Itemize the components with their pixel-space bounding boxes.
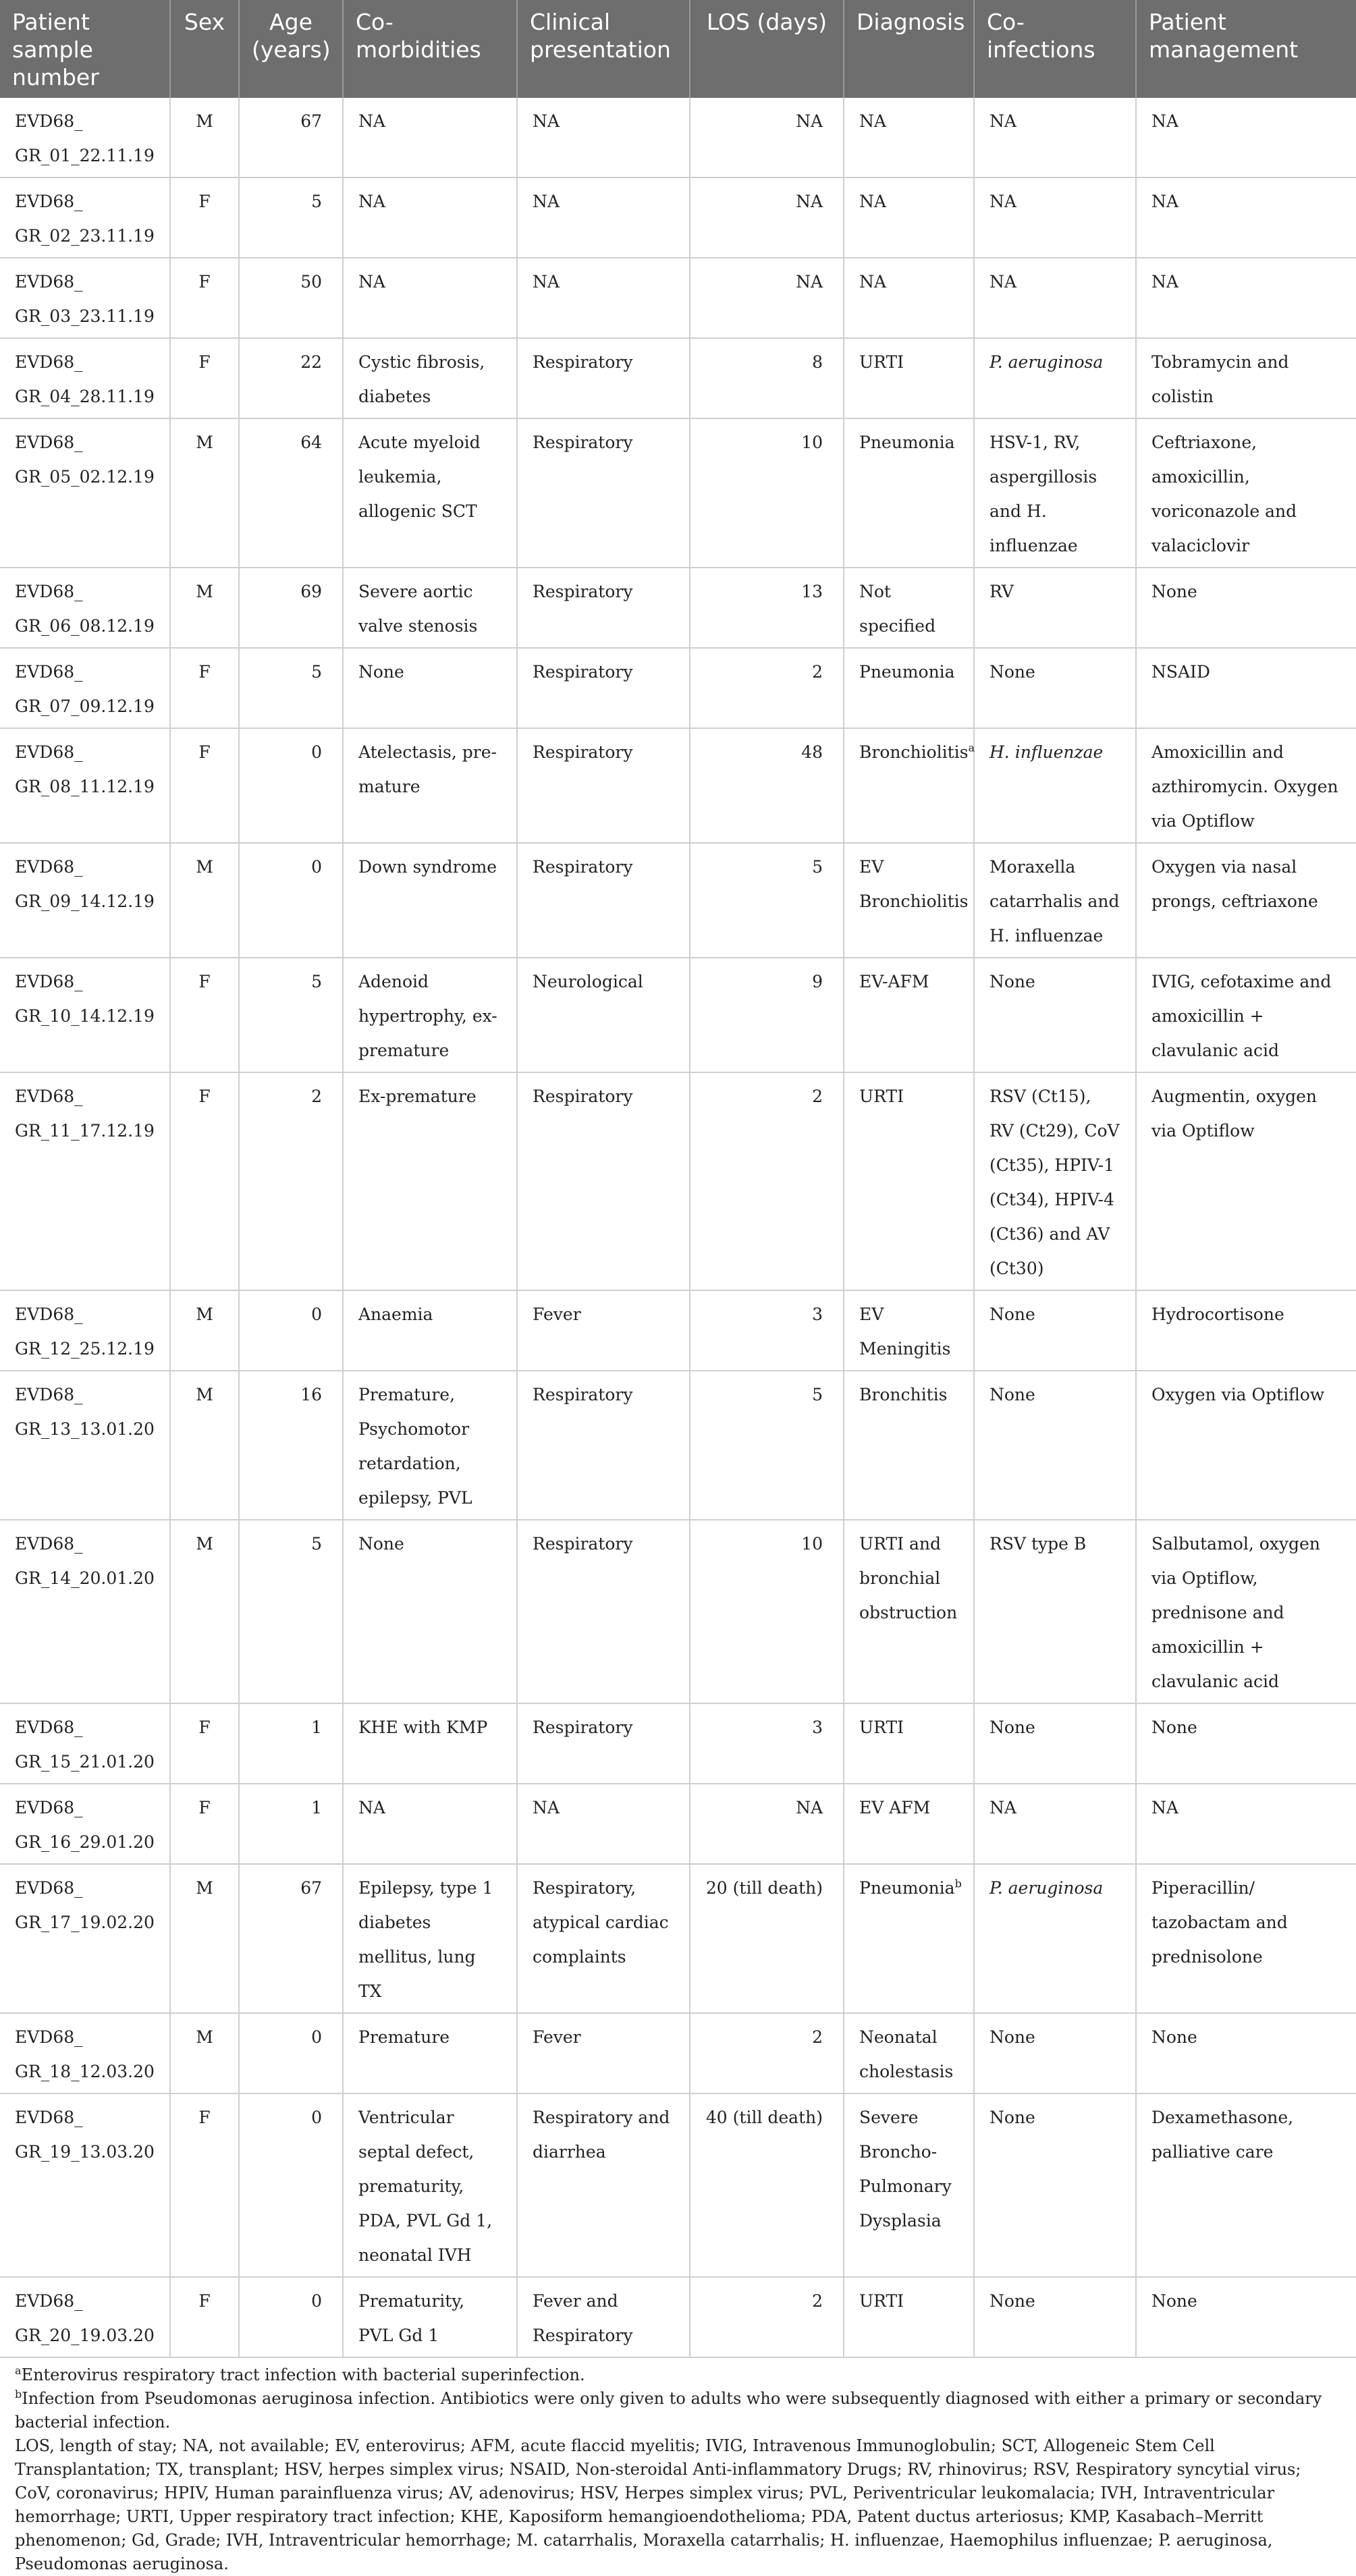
cell-sex: F — [170, 1703, 239, 1784]
cell-diagnosis: EV AFM — [844, 1784, 974, 1864]
cell-age: 2 — [239, 1072, 343, 1290]
cell-management: Hydrocortisone — [1136, 1290, 1356, 1371]
cell-sample-number: EVD68_ GR_02_23.11.19 — [0, 177, 170, 258]
cell-los: 5 — [690, 1371, 844, 1520]
cell-clinical-presentation: NA — [517, 177, 690, 258]
cell-coinfections: None — [974, 1290, 1136, 1371]
cell-sample-number: EVD68_ GR_11_17.12.19 — [0, 1072, 170, 1290]
table-row — [0, 338, 1356, 418]
cell-coinfections: None — [974, 2013, 1136, 2093]
cell-clinical-presentation: Respiratory — [517, 648, 690, 728]
cell-age: 5 — [239, 177, 343, 258]
cell-comorbidities: Adenoid hypertrophy, ex-premature — [343, 958, 517, 1072]
cell-comorbidities: None — [343, 1520, 517, 1703]
cell-management: None — [1136, 1703, 1356, 1784]
cell-diagnosis: URTI — [844, 1703, 974, 1784]
cell-sample-number: EVD68_ GR_09_14.12.19 — [0, 843, 170, 958]
table-row — [0, 843, 1356, 958]
cell-age: 50 — [239, 258, 343, 338]
footnote-marker: a — [968, 741, 975, 755]
table-row — [0, 98, 1356, 177]
cell-diagnosis: Pneumonia$^b$ — [844, 1864, 974, 2013]
cell-comorbidities: Ex-premature — [343, 1072, 517, 1290]
cell-coinfections: None — [974, 1703, 1136, 1784]
cell-coinfections: NA — [974, 98, 1136, 177]
cell-clinical-presentation: Respiratory — [517, 568, 690, 648]
cell-los: NA — [690, 177, 844, 258]
cell-sex: F — [170, 338, 239, 418]
table-row — [0, 177, 1356, 258]
cell-coinfections: None — [974, 958, 1136, 1072]
cell-diagnosis: Bronchitis — [844, 1371, 974, 1520]
header-los: LOS (days) — [690, 0, 844, 98]
cell-sex: F — [170, 177, 239, 258]
cell-coinfections: RSV type B — [974, 1520, 1136, 1703]
cell-comorbidities: Atelectasis, pre-mature — [343, 728, 517, 843]
header-patient-sample-number: Patient sample number — [0, 0, 170, 98]
cell-comorbidities: Epilepsy, type 1 diabetes mellitus, lung TX — [343, 1864, 517, 2013]
cell-clinical-presentation: Fever — [517, 1290, 690, 1371]
cell-los: 3 — [690, 1703, 844, 1784]
cell-diagnosis: Neonatal cholestasis — [844, 2013, 974, 2093]
cell-age: 67 — [239, 98, 343, 177]
cell-comorbidities: Severe aortic valve stenosis — [343, 568, 517, 648]
cell-comorbidities: Prematurity, PVL Gd 1 — [343, 2277, 517, 2357]
header-row — [0, 0, 1356, 98]
cell-los: 2 — [690, 2277, 844, 2357]
cell-los: 40 (till death) — [690, 2093, 844, 2277]
cell-sample-number: EVD68_ GR_19_13.03.20 — [0, 2093, 170, 2277]
table-row — [0, 728, 1356, 843]
cell-diagnosis: Severe Broncho-Pulmonary Dysplasia — [844, 2093, 974, 2277]
table-row — [0, 418, 1356, 568]
cell-clinical-presentation: Fever and Respiratory — [517, 2277, 690, 2357]
cell-los: NA — [690, 258, 844, 338]
cell-diagnosis: Not specified — [844, 568, 974, 648]
table-row — [0, 568, 1356, 648]
cell-sample-number: EVD68_ GR_01_22.11.19 — [0, 98, 170, 177]
cell-los: 2 — [690, 2013, 844, 2093]
cell-sex: F — [170, 2093, 239, 2277]
table-row — [0, 1864, 1356, 2013]
cell-age: 67 — [239, 1864, 343, 2013]
cell-comorbidities: Ventricular septal defect, prematurity, PDA, PVL Gd 1, neonatal IVH — [343, 2093, 517, 2277]
table-row — [0, 1072, 1356, 1290]
cell-clinical-presentation: Respiratory — [517, 1703, 690, 1784]
cell-coinfections: None — [974, 2277, 1136, 2357]
cell-management: NSAID — [1136, 648, 1356, 728]
cell-coinfections: HSV-1, RV, aspergillosis and H. influenzae — [974, 418, 1136, 568]
cell-coinfections: H. influenzae — [974, 728, 1136, 843]
table-row — [0, 258, 1356, 338]
cell-age: 64 — [239, 418, 343, 568]
footnote-a-marker: a — [15, 2364, 22, 2377]
header-patient-management: Patient management — [1136, 0, 1356, 98]
header-sex: Sex — [170, 0, 239, 98]
cell-comorbidities: Premature, Psychomotor retardation, epilepsy, PVL — [343, 1371, 517, 1520]
cell-comorbidities: NA — [343, 258, 517, 338]
header-clinical-presentation: Clinical presentation — [517, 0, 690, 98]
cell-los: 8 — [690, 338, 844, 418]
cell-los: 2 — [690, 648, 844, 728]
cell-clinical-presentation: Respiratory and diarrhea — [517, 2093, 690, 2277]
header-coinfections: Co-infections — [974, 0, 1136, 98]
cell-sample-number: EVD68_ GR_08_11.12.19 — [0, 728, 170, 843]
cell-coinfections: NA — [974, 1784, 1136, 1864]
cell-sex: M — [170, 418, 239, 568]
cell-age: 69 — [239, 568, 343, 648]
cell-management: None — [1136, 2013, 1356, 2093]
cell-diagnosis: URTI and bronchial obstruction — [844, 1520, 974, 1703]
cell-sex: F — [170, 258, 239, 338]
cell-age: 0 — [239, 1290, 343, 1371]
cell-clinical-presentation: NA — [517, 98, 690, 177]
cell-sex: F — [170, 728, 239, 843]
cell-clinical-presentation: Respiratory — [517, 1520, 690, 1703]
cell-management: Oxygen via Optiflow — [1136, 1371, 1356, 1520]
cell-los: 10 — [690, 418, 844, 568]
cell-clinical-presentation: Respiratory — [517, 1371, 690, 1520]
cell-comorbidities: Cystic fibrosis, diabetes — [343, 338, 517, 418]
cell-sex: M — [170, 1290, 239, 1371]
cell-age: 5 — [239, 648, 343, 728]
cell-sex: F — [170, 648, 239, 728]
table-row — [0, 1371, 1356, 1520]
cell-management: Tobramycin and colistin — [1136, 338, 1356, 418]
footnote-marker: b — [954, 1877, 962, 1890]
cell-management: IVIG, cefotaxime and amoxicillin + clavulanic acid — [1136, 958, 1356, 1072]
cell-comorbidities: Anaemia — [343, 1290, 517, 1371]
cell-sex: F — [170, 1784, 239, 1864]
cell-coinfections: P. aeruginosa — [974, 1864, 1136, 2013]
cell-sex: M — [170, 1864, 239, 2013]
cell-coinfections: None — [974, 2093, 1136, 2277]
cell-sample-number: EVD68_ GR_05_02.12.19 — [0, 418, 170, 568]
cell-coinfections: P. aeruginosa — [974, 338, 1136, 418]
cell-sample-number: EVD68_ GR_03_23.11.19 — [0, 258, 170, 338]
cell-sex: M — [170, 2013, 239, 2093]
cell-sample-number: EVD68_ GR_14_20.01.20 — [0, 1520, 170, 1703]
cell-sex: F — [170, 2277, 239, 2357]
footnote-b-marker: b — [15, 2388, 22, 2401]
cell-diagnosis: URTI — [844, 2277, 974, 2357]
header-comorbidities: Co-morbidities — [343, 0, 517, 98]
cell-diagnosis: NA — [844, 98, 974, 177]
cell-coinfections: NA — [974, 177, 1136, 258]
table-footnotes — [0, 2358, 1356, 2576]
table-row — [0, 1520, 1356, 1703]
cell-comorbidities: NA — [343, 1784, 517, 1864]
cell-los: 13 — [690, 568, 844, 648]
cell-clinical-presentation: Respiratory — [517, 728, 690, 843]
table-row — [0, 1290, 1356, 1371]
cell-sex: F — [170, 958, 239, 1072]
cell-comorbidities: Down syndrome — [343, 843, 517, 958]
cell-management: None — [1136, 568, 1356, 648]
cell-sample-number: EVD68_ GR_07_09.12.19 — [0, 648, 170, 728]
cell-sex: M — [170, 1520, 239, 1703]
cell-los: 20 (till death) — [690, 1864, 844, 2013]
cell-comorbidities: KHE with KMP — [343, 1703, 517, 1784]
cell-sex: M — [170, 568, 239, 648]
footnote-b — [15, 2387, 1341, 2434]
cell-sample-number: EVD68_ GR_17_19.02.20 — [0, 1864, 170, 2013]
cell-comorbidities: NA — [343, 98, 517, 177]
cell-diagnosis: EV Bronchiolitis — [844, 843, 974, 958]
table-row — [0, 958, 1356, 1072]
cell-age: 16 — [239, 1371, 343, 1520]
cell-clinical-presentation: Respiratory — [517, 338, 690, 418]
cell-diagnosis: Pneumonia — [844, 648, 974, 728]
cell-sample-number: EVD68_ GR_06_08.12.19 — [0, 568, 170, 648]
cell-comorbidities: Acute myeloid leukemia, allogenic SCT — [343, 418, 517, 568]
cell-clinical-presentation: Respiratory — [517, 843, 690, 958]
header-diagnosis: Diagnosis — [844, 0, 974, 98]
cell-clinical-presentation: NA — [517, 1784, 690, 1864]
cell-age: 0 — [239, 2013, 343, 2093]
table-row — [0, 2013, 1356, 2093]
cell-age: 22 — [239, 338, 343, 418]
cell-diagnosis: Pneumonia — [844, 418, 974, 568]
cell-sample-number: EVD68_ GR_04_28.11.19 — [0, 338, 170, 418]
cell-clinical-presentation: Fever — [517, 2013, 690, 2093]
cell-los: NA — [690, 98, 844, 177]
cell-los: 9 — [690, 958, 844, 1072]
cell-coinfections: None — [974, 648, 1136, 728]
cell-clinical-presentation: NA — [517, 258, 690, 338]
cell-clinical-presentation: Respiratory, atypical cardiac complaints — [517, 1864, 690, 2013]
cell-sample-number: EVD68_ GR_15_21.01.20 — [0, 1703, 170, 1784]
cell-age: 0 — [239, 843, 343, 958]
cell-age: 1 — [239, 1784, 343, 1864]
cell-clinical-presentation: Respiratory — [517, 418, 690, 568]
cell-management: Augmentin, oxygen via Optiflow — [1136, 1072, 1356, 1290]
cell-diagnosis: URTI — [844, 338, 974, 418]
cell-age: 0 — [239, 2277, 343, 2357]
table-body — [0, 98, 1356, 2357]
cell-coinfections: RSV (Ct15), RV (Ct29), CoV (Ct35), HPIV-1 (Ct34), HPIV-4 (Ct36) and AV (Ct30) — [974, 1072, 1136, 1290]
cell-age: 0 — [239, 2093, 343, 2277]
cell-management: NA — [1136, 98, 1356, 177]
cell-management: NA — [1136, 177, 1356, 258]
cell-management: Dexamethasone, palliative care — [1136, 2093, 1356, 2277]
cell-management: None — [1136, 2277, 1356, 2357]
cell-age: 0 — [239, 728, 343, 843]
cell-sample-number: EVD68_ GR_16_29.01.20 — [0, 1784, 170, 1864]
footnote-abbreviations: LOS, length of stay; NA, not available; EV, enterovirus; AFM, acute flaccid myelitis; IVIG, Intravenous Immunoglobulin; SCT, Allogeneic Stem Cell Transplantation; TX, transplant; HSV, herpes simplex virus; NSAID, Non-steroidal Anti-inflammatory Drugs; RV, rhinovirus; RSV, Respiratory syncytial virus; CoV, coronavirus; HPIV, Human parainfluenza virus; AV, adenovirus; HSV, Herpes simplex virus; PVL, Periventricular leukomalacia; IVH, Intraventricular hemorrhage; URTI, Upper respiratory tract infection; KHE, Kaposiform hemangioendothelioma; PDA, Patent ductus arteriosus; KMP, Kasabach–Merritt phenomenon; Gd, Grade; IVH, Intraventricular hemorrhage; M. catarrhalis, Moraxella catarrhalis; H. influenzae, Haemophilus influenzae; P. aeruginosa, Pseudomonas aeruginosa. — [15, 2436, 1301, 2573]
cell-los: 2 — [690, 1072, 844, 1290]
cell-sex: M — [170, 98, 239, 177]
footnote-a — [15, 2363, 1341, 2387]
cell-coinfections: None — [974, 1371, 1136, 1520]
cell-clinical-presentation: Respiratory — [517, 1072, 690, 1290]
cell-clinical-presentation: Neurological — [517, 958, 690, 1072]
cell-comorbidities: Premature — [343, 2013, 517, 2093]
cell-sample-number: EVD68_ GR_13_13.01.20 — [0, 1371, 170, 1520]
table-row — [0, 1703, 1356, 1784]
cell-sample-number: EVD68_ GR_10_14.12.19 — [0, 958, 170, 1072]
cell-management: Amoxicillin and azthiromycin. Oxygen via Optiflow — [1136, 728, 1356, 843]
cell-los: 10 — [690, 1520, 844, 1703]
table-row — [0, 2093, 1356, 2277]
cell-comorbidities: None — [343, 648, 517, 728]
cell-los: 48 — [690, 728, 844, 843]
footnote-b-text: Infection from Pseudomonas aeruginosa infection. Antibiotics were only given to adults who were subsequently diagnosed with either a primary or secondary bacterial infection. — [15, 2389, 1322, 2432]
cell-diagnosis: EV Meningitis — [844, 1290, 974, 1371]
cell-management: Oxygen via nasal prongs, ceftriaxone — [1136, 843, 1356, 958]
cell-diagnosis: URTI — [844, 1072, 974, 1290]
cell-diagnosis: NA — [844, 177, 974, 258]
cell-diagnosis: EV-AFM — [844, 958, 974, 1072]
table-row — [0, 648, 1356, 728]
cell-coinfections: NA — [974, 258, 1136, 338]
cell-sex: M — [170, 1371, 239, 1520]
cell-los: 5 — [690, 843, 844, 958]
cell-management: Salbutamol, oxygen via Optiflow, prednisone and amoxicillin + clavulanic acid — [1136, 1520, 1356, 1703]
cell-management: NA — [1136, 258, 1356, 338]
cell-age: 5 — [239, 958, 343, 1072]
header-age: Age (years) — [239, 0, 343, 98]
cell-age: 1 — [239, 1703, 343, 1784]
cell-los: NA — [690, 1784, 844, 1864]
table-row — [0, 2277, 1356, 2357]
cell-management: Piperacillin/ tazobactam and prednisolone — [1136, 1864, 1356, 2013]
cell-diagnosis: Bronchiolitis$^a$ — [844, 728, 974, 843]
cell-los: 3 — [690, 1290, 844, 1371]
cell-age: 5 — [239, 1520, 343, 1703]
cell-management: Ceftriaxone, amoxicillin, voriconazole and valaciclovir — [1136, 418, 1356, 568]
cell-sample-number: EVD68_ GR_20_19.03.20 — [0, 2277, 170, 2357]
cell-sample-number: EVD68_ GR_18_12.03.20 — [0, 2013, 170, 2093]
cell-coinfections: RV — [974, 568, 1136, 648]
footnote-a-text: Enterovirus respiratory tract infection with bacterial superinfection. — [21, 2365, 585, 2384]
cell-comorbidities: NA — [343, 177, 517, 258]
cell-sample-number: EVD68_ GR_12_25.12.19 — [0, 1290, 170, 1371]
cell-diagnosis: NA — [844, 258, 974, 338]
table-row — [0, 1784, 1356, 1864]
cell-management: NA — [1136, 1784, 1356, 1864]
cell-coinfections: Moraxella catarrhalis and H. influenzae — [974, 843, 1136, 958]
cell-sex: M — [170, 843, 239, 958]
cell-sex: F — [170, 1072, 239, 1290]
